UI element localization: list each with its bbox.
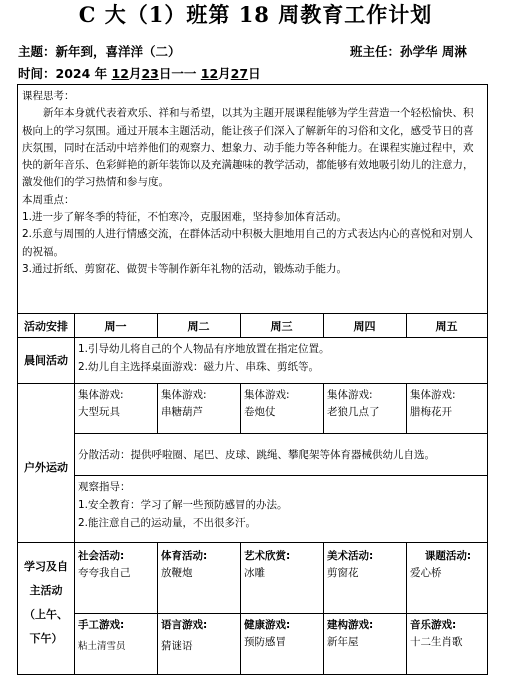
day-char-1: 日	[158, 66, 172, 81]
group-game-wed	[244, 387, 322, 421]
group-game-value: 串糖葫芦	[161, 406, 203, 418]
col-divider-3-top	[323, 314, 324, 337]
time-line	[18, 64, 261, 82]
study-title: 健康游戏:	[244, 619, 291, 631]
date-dash: 一一	[171, 66, 197, 81]
study-value: 猜谜语	[161, 640, 193, 652]
group-games-row-bottom	[74, 433, 487, 434]
study-value: 新年屋	[327, 636, 359, 648]
study-cell-fri-1	[410, 548, 486, 582]
group-game-mon	[78, 387, 156, 421]
outdoor-row-bottom	[18, 542, 487, 543]
study-value: 十二生肖歌	[410, 636, 463, 648]
study-cell-tue-2	[161, 617, 239, 655]
group-game-title: 集体游戏:	[244, 389, 290, 401]
group-game-fri	[410, 387, 486, 421]
col-divider-2-study	[240, 542, 241, 674]
focus-item-1: 1.进一步了解冬季的特征，不怕寒冷，克服困难，坚持参加体育活动。	[22, 211, 348, 224]
morning-item-1: 1.引导幼儿将自己的个人物品有序地放置在指定位置。	[78, 343, 330, 355]
group-game-thu	[327, 387, 405, 421]
label-column-divider	[74, 314, 75, 674]
day-header-fri: 周五	[435, 320, 458, 333]
morning-row-bottom	[18, 383, 487, 384]
header-row-bottom	[18, 337, 487, 338]
plan-table	[17, 84, 488, 675]
page-title: C 大（1）班第 18 周教育工作计划	[78, 2, 433, 27]
end-day: 27	[230, 66, 249, 81]
observe-item-2: 2.能注意自己的运动量，不出很多汗。	[78, 517, 257, 529]
study-cell-mon-2	[78, 617, 156, 655]
study-label-line-1: 学习及自	[24, 560, 68, 573]
group-game-tue	[161, 387, 239, 421]
curriculum-section	[18, 85, 487, 314]
time-year: 2024 年	[55, 66, 108, 81]
end-month: 12	[200, 66, 219, 81]
teacher-label: 班主任：	[350, 44, 401, 59]
study-label-line-2: 主活动	[29, 584, 63, 597]
day-header-thu: 周四	[353, 320, 376, 333]
study-value: 预防感冒	[244, 636, 286, 648]
study-title: 体育活动:	[161, 550, 208, 562]
study-label-line-4: 下午）	[29, 632, 63, 645]
col-divider-3-study	[323, 542, 324, 674]
group-game-title: 集体游戏:	[327, 389, 373, 401]
study-cell-wed-1	[244, 548, 322, 582]
study-label-line-3: （上午、	[24, 608, 68, 621]
col-divider-4-top	[406, 314, 407, 337]
theme-label: 主题：	[18, 44, 56, 59]
study-title: 社会活动:	[78, 550, 125, 562]
morning-label: 晨间活动	[24, 354, 68, 367]
focus-item-3: 3.通过折纸、剪窗花、做贺卡等制作新年礼物的活动，锻炼动手能力。	[22, 262, 348, 275]
study-cell-thu-1	[327, 548, 405, 582]
focus-item-2: 2.乐意与周围的人进行情感交流，在群体活动中积极大胆地用自己的方式表达内心的喜悦和对别人的祝福。	[22, 228, 474, 258]
theme-value: 新年到，喜洋洋（二）	[55, 44, 181, 59]
focus-heading: 本周重点：	[22, 193, 75, 206]
study-title: 音乐游戏:	[410, 619, 457, 631]
scatter-activity: 分散活动：提供呼啦圈、尾巴、皮球、跳绳、攀爬架等体育器械供幼儿自选。	[78, 449, 435, 461]
study-cell-wed-2	[244, 617, 322, 651]
day-header-wed: 周三	[270, 320, 293, 333]
curriculum-heading: 课程思考：	[22, 90, 75, 102]
col-divider-1-games	[157, 383, 158, 433]
group-game-value: 卷炮仗	[244, 406, 276, 418]
observe-heading: 观察指导：	[78, 481, 131, 493]
study-value: 爱心桥	[410, 567, 442, 579]
group-game-title: 集体游戏:	[161, 389, 207, 401]
day-header-tue: 周二	[187, 320, 210, 333]
study-title: 手工游戏:	[78, 619, 125, 631]
col-divider-2-top	[240, 314, 241, 337]
month-char-2: 月	[218, 66, 231, 81]
group-game-value: 老狼几点了	[327, 406, 380, 418]
study-cell-mon-1	[78, 548, 156, 582]
study-value: 粘土清雪员	[78, 641, 126, 652]
col-divider-4-games	[406, 383, 407, 433]
group-game-value: 腊梅花开	[410, 406, 452, 418]
curriculum-body: 新年本身就代表着欢乐、祥和与希望，以其为主题开展课程能够为学生营造一个轻松愉快、积极向上的学习氛围。通过开展本主题活动，能让孩子们深入了解新年的习俗和文化，感受节日的喜庆氛围，同时在活动中培养他们的观察力、想象力、动手能力等各种能力。在课程实施过程中，欢快的新年音乐、色彩鲜艳的新年装饰以及充满趣味的教学活动，都能够有效地吸引幼儿的注意力，激发他们的学习热情和参与度。	[22, 107, 474, 189]
day-char-2: 日	[248, 66, 261, 81]
col-divider-2-games	[240, 383, 241, 433]
col-divider-1-top	[157, 314, 158, 337]
morning-item-2: 2.幼儿自主选择桌面游戏：磁力片、串珠、剪纸等。	[78, 361, 320, 373]
study-title: 美术活动:	[327, 550, 374, 562]
month-char-1: 月	[128, 66, 142, 81]
study-label	[18, 555, 74, 651]
observe-item-1: 1.安全教育：学习了解一些预防感冒的办法。	[78, 499, 288, 511]
teacher-line	[350, 42, 467, 60]
start-month: 12	[111, 66, 129, 81]
col-divider-3-games	[323, 383, 324, 433]
day-header-mon: 周一	[104, 320, 127, 333]
study-value: 放鞭炮	[161, 567, 193, 579]
col-divider-4-study	[406, 542, 407, 674]
theme-line	[18, 42, 181, 60]
scatter-row-bottom	[74, 475, 487, 476]
study-value: 冰雕	[244, 567, 265, 579]
outdoor-label: 户外运动	[24, 461, 68, 474]
study-row-mid	[74, 613, 487, 614]
teacher-value: 孙学华 周淋	[400, 44, 467, 59]
study-value: 剪窗花	[327, 567, 359, 579]
study-title: 语言游戏:	[161, 619, 208, 631]
time-label: 时间：	[18, 66, 56, 81]
start-day: 23	[141, 66, 159, 81]
study-cell-fri-2	[410, 617, 486, 651]
study-cell-tue-1	[161, 548, 239, 582]
group-game-title: 集体游戏:	[410, 389, 456, 401]
col-divider-1-study	[157, 542, 158, 674]
group-game-title: 集体游戏:	[78, 389, 124, 401]
study-title: 艺术欣赏:	[244, 550, 291, 562]
group-game-value: 大型玩具	[78, 406, 120, 418]
study-title: 课题活动:	[424, 550, 472, 562]
study-value: 夸夸我自己	[78, 567, 131, 579]
study-title: 建构游戏:	[327, 619, 374, 631]
corner-cell: 活动安排	[24, 320, 68, 333]
study-cell-thu-2	[327, 617, 405, 651]
